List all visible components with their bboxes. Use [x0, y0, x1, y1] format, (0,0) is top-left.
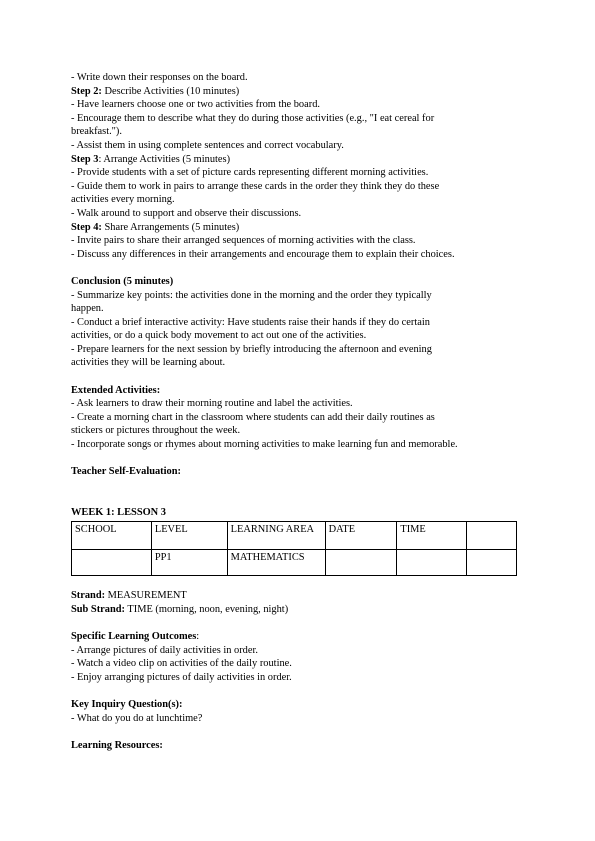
spacer — [71, 616, 531, 630]
table-cell — [325, 549, 397, 575]
outcomes-heading-text: Specific Learning Outcomes — [71, 630, 197, 642]
step-3-label: Step 3 — [71, 153, 99, 165]
body-line: - Guide them to work in pairs to arrange these cards in the order they think they do these — [71, 180, 440, 192]
body-line: - What do you do at lunchtime? — [71, 712, 203, 724]
step-2-label: Step 2: — [71, 85, 102, 97]
spacer — [71, 370, 531, 384]
body-line: - Invite pairs to share their arranged sequences of morning activities with the class. — [71, 235, 416, 247]
body-line: - Summarize key points: the activities done in the morning and the order they typically — [71, 289, 432, 301]
lesson-heading: WEEK 1: LESSON 3 — [71, 507, 166, 518]
step-3-heading — [71, 153, 531, 167]
learning-resources-heading: Learning Resources: — [71, 739, 163, 751]
spacer — [71, 725, 531, 739]
step-2-text: Describe Activities (10 minutes) — [101, 85, 240, 97]
sub-strand-value: TIME (morning, noon, evening, night) — [125, 603, 289, 615]
step-4-text: Share Arrangements (5 minutes) — [101, 221, 240, 233]
step-4-label: Step 4: — [71, 221, 102, 233]
table-header-row — [72, 521, 517, 549]
spacer — [71, 492, 531, 506]
body-line: - Create a morning chart in the classroom where students can add their daily routines as — [71, 411, 435, 423]
step-3-text: : Arrange Activities (5 minutes) — [98, 153, 231, 165]
outcomes-heading-suffix: : — [196, 630, 200, 642]
spacer — [71, 452, 531, 466]
table-cell: MATHEMATICS — [227, 549, 325, 575]
table-header-cell: SCHOOL — [72, 521, 152, 549]
strand-label: Strand: — [71, 590, 106, 602]
table-header-cell: TIME — [397, 521, 467, 549]
body-line: breakfast."). — [71, 126, 122, 138]
body-line: - Prepare learners for the next session by briefly introducing the afternoon and evening — [71, 343, 432, 355]
body-line: - Enjoy arranging pictures of daily activities in order. — [71, 671, 292, 683]
conclusion-heading: Conclusion (5 minutes) — [71, 275, 174, 287]
body-line: activities they will be learning about. — [71, 357, 226, 369]
body-line: happen. — [71, 303, 104, 315]
self-evaluation-heading: Teacher Self-Evaluation: — [71, 466, 181, 478]
body-line: activities every morning. — [71, 194, 175, 206]
body-line: - Ask learners to draw their morning routine and label the activities. — [71, 398, 353, 410]
extended-activities-heading: Extended Activities: — [71, 384, 161, 396]
spacer — [71, 684, 531, 698]
strand-value: MEASUREMENT — [105, 590, 187, 602]
lesson-info-table — [71, 521, 517, 576]
step-4-heading — [71, 221, 531, 235]
body-line: - Incorporate songs or rhymes about morning activities to make learning fun and memorable. — [71, 439, 458, 451]
table-header-cell — [467, 521, 517, 549]
sub-strand-line — [71, 603, 531, 617]
body-line: - Provide students with a set of picture cards representing different morning activities. — [71, 167, 429, 179]
body-line: - Watch a video clip on activities of the daily routine. — [71, 658, 292, 670]
strand-line — [71, 589, 531, 603]
sub-strand-label: Sub Strand: — [71, 603, 125, 615]
body-line: - Have learners choose one or two activities from the board. — [71, 99, 320, 111]
body-line: stickers or pictures throughout the week. — [71, 425, 241, 437]
outcomes-heading — [71, 630, 531, 644]
body-line: - Conduct a brief interactive activity: Have students raise their hands if they do certain — [71, 316, 430, 328]
table-cell — [72, 549, 152, 575]
table-row — [72, 549, 517, 575]
inquiry-heading: Key Inquiry Question(s): — [71, 698, 183, 710]
spacer — [71, 576, 531, 590]
body-line: activities, or do a quick body movement to act out one of the activities. — [71, 330, 367, 342]
step-2-heading — [71, 85, 531, 99]
spacer — [71, 479, 531, 493]
table-cell — [467, 549, 517, 575]
table-cell — [397, 549, 467, 575]
body-line: - Walk around to support and observe their discussions. — [71, 207, 302, 219]
table-header-cell: LEARNING AREA — [227, 521, 325, 549]
body-line: - Encourage them to describe what they do during those activities (e.g., "I eat cereal for — [71, 112, 435, 124]
table-header-cell: DATE — [325, 521, 397, 549]
body-line: - Discuss any differences in their arrangements and encourage them to explain their choices. — [71, 248, 455, 260]
body-line: - Assist them in using complete sentences and correct vocabulary. — [71, 139, 344, 151]
table-header-cell: LEVEL — [151, 521, 227, 549]
body-line: - Write down their responses on the board. — [71, 72, 248, 83]
document-page — [71, 71, 531, 752]
spacer — [71, 261, 531, 275]
table-cell: PP1 — [151, 549, 227, 575]
body-line: - Arrange pictures of daily activities in order. — [71, 644, 258, 656]
